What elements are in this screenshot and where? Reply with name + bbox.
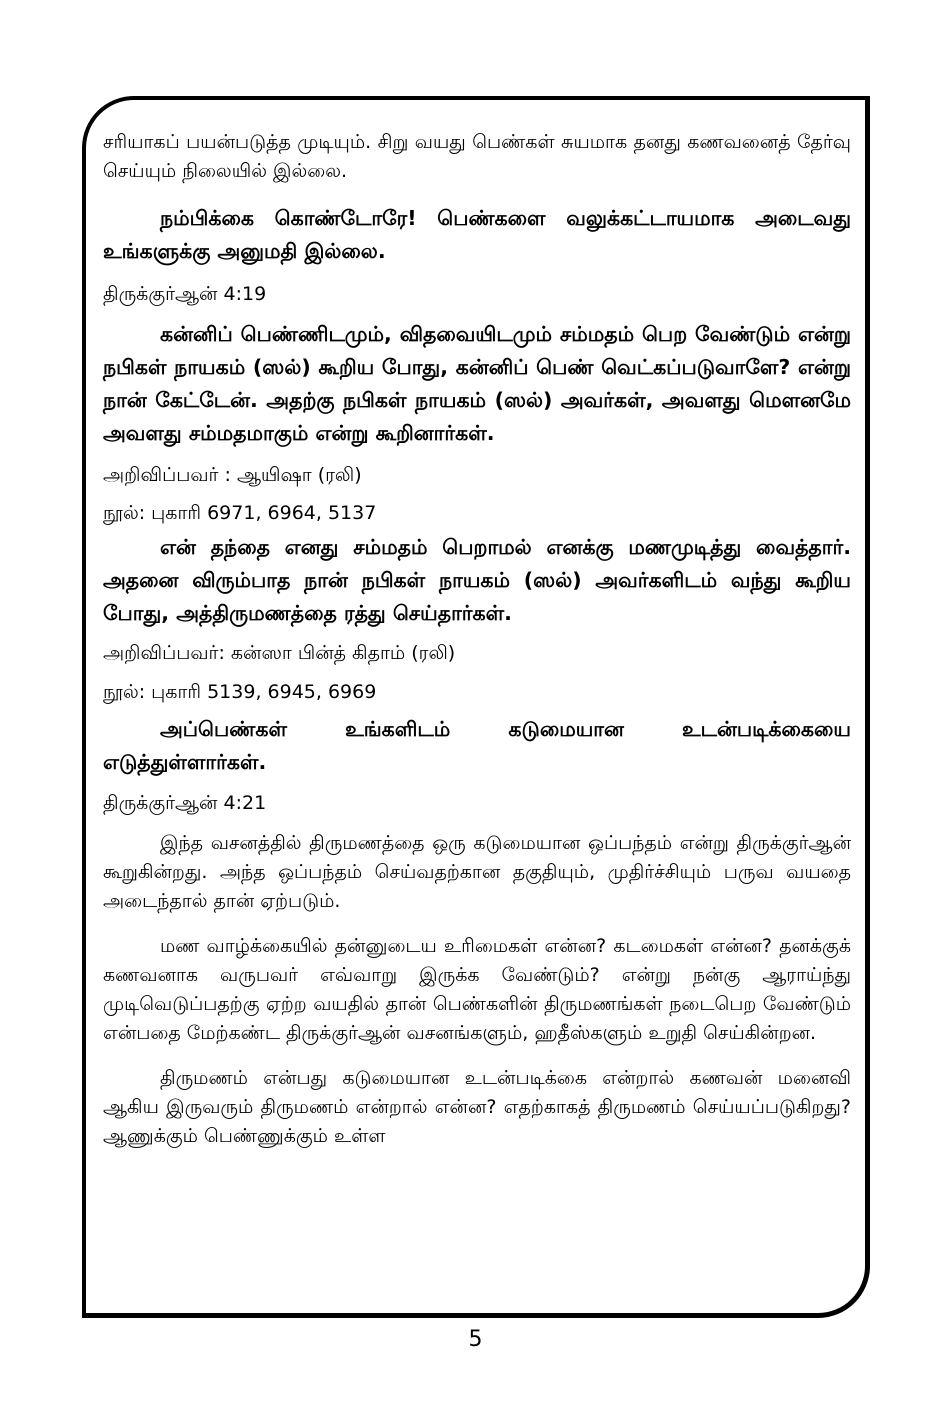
source-line: நூல்: புகாரி 6971, 6964, 5137 xyxy=(103,502,377,524)
page-number: 5 xyxy=(468,1327,483,1352)
hadith-quote: கன்னிப் பெண்ணிடமும், விதவையிடமும் சம்மதம் பெற வேண்டும் என்று நபிகள் நாயகம் (ஸல்) கூறிய போது, கன்னிப் பெண் வெட்கப்படுவாளே? என்று நான் கேட்டேன். அதற்கு நபிகள் நாயகம் (ஸல்) அவர்கள், அவளது மௌனமே அவளது சம்மதமாகும் என்று கூறினார்கள். xyxy=(103,322,851,445)
body-paragraph: மண வாழ்க்கையில் தன்னுடைய உரிமைகள் என்ன? கடமைகள் என்ன? தனக்குக் கணவனாக வருபவர் எவ்வாறு இருக்க வேண்டும்? என்று நன்கு ஆராய்ந்து முடிவெடுப்பதற்கு ஏற்ற வயதில் தான் பெண்களின் திருமணங்கள் நடைபெற வேண்டும் என்பதை மேற்கண்ட திருக்குர்ஆன் வசனங்களும், ஹதீஸ்களும் உறுதி செய்கின்றன. xyxy=(103,935,851,1044)
narrator-line: அறிவிப்பவர் : ஆயிஷா (ரலி) xyxy=(103,464,362,486)
body-paragraph: இந்த வசனத்தில் திருமணத்தை ஒரு கடுமையான ஒப்பந்தம் என்று திருக்குர்ஆன் கூறுகின்றது. அந்த ஒப்பந்தம் செய்வதற்கான தகுதியும், முதிர்ச்சியும் பருவ வயதை அடைந்தால் தான் ஏற்படும். xyxy=(103,832,851,912)
paragraph-continuation: சரியாகப் பயன்படுத்த முடியும். சிறு வயது பெண்கள் சுயமாக தனது கணவனைத் தேர்வு செய்யும் நிலையில் இல்லை. xyxy=(103,131,851,182)
quran-quote: நம்பிக்கை கொண்டோரே! பெண்களை வலுக்கட்டாயமாக அடைவது உங்களுக்கு அனுமதி இல்லை. xyxy=(103,206,851,263)
narrator-line: அறிவிப்பவர்: கன்ஸா பின்த் கிதாம் (ரலி) xyxy=(103,642,456,664)
quran-quote: அப்பெண்கள் உங்களிடம் கடுமையான உடன்படிக்கையை எடுத்துள்ளார்கள். xyxy=(103,717,851,774)
source-line: நூல்: புகாரி 5139, 6945, 6969 xyxy=(103,681,377,703)
quran-reference: திருக்குர்ஆன் 4:21 xyxy=(103,792,267,814)
quran-reference: திருக்குர்ஆன் 4:19 xyxy=(103,283,267,305)
hadith-quote: என் தந்தை எனது சம்மதம் பெறாமல் எனக்கு மணமுடித்து வைத்தார். அதனை விரும்பாத நான் நபிகள் நாயகம் (ஸல்) அவர்களிடம் வந்து கூறிய போது, அத்திருமணத்தை ரத்து செய்தார்கள். xyxy=(103,535,851,625)
page-content xyxy=(103,128,851,1151)
body-paragraph: திருமணம் என்பது கடுமையான உடன்படிக்கை என்றால் கணவன் மனைவி ஆகிய இருவரும் திருமணம் என்றால் என்ன? எதற்காகத் திருமணம் செய்யப்படுகிறது? ஆணுக்கும் பெண்ணுக்கும் உள்ள xyxy=(103,1067,851,1147)
